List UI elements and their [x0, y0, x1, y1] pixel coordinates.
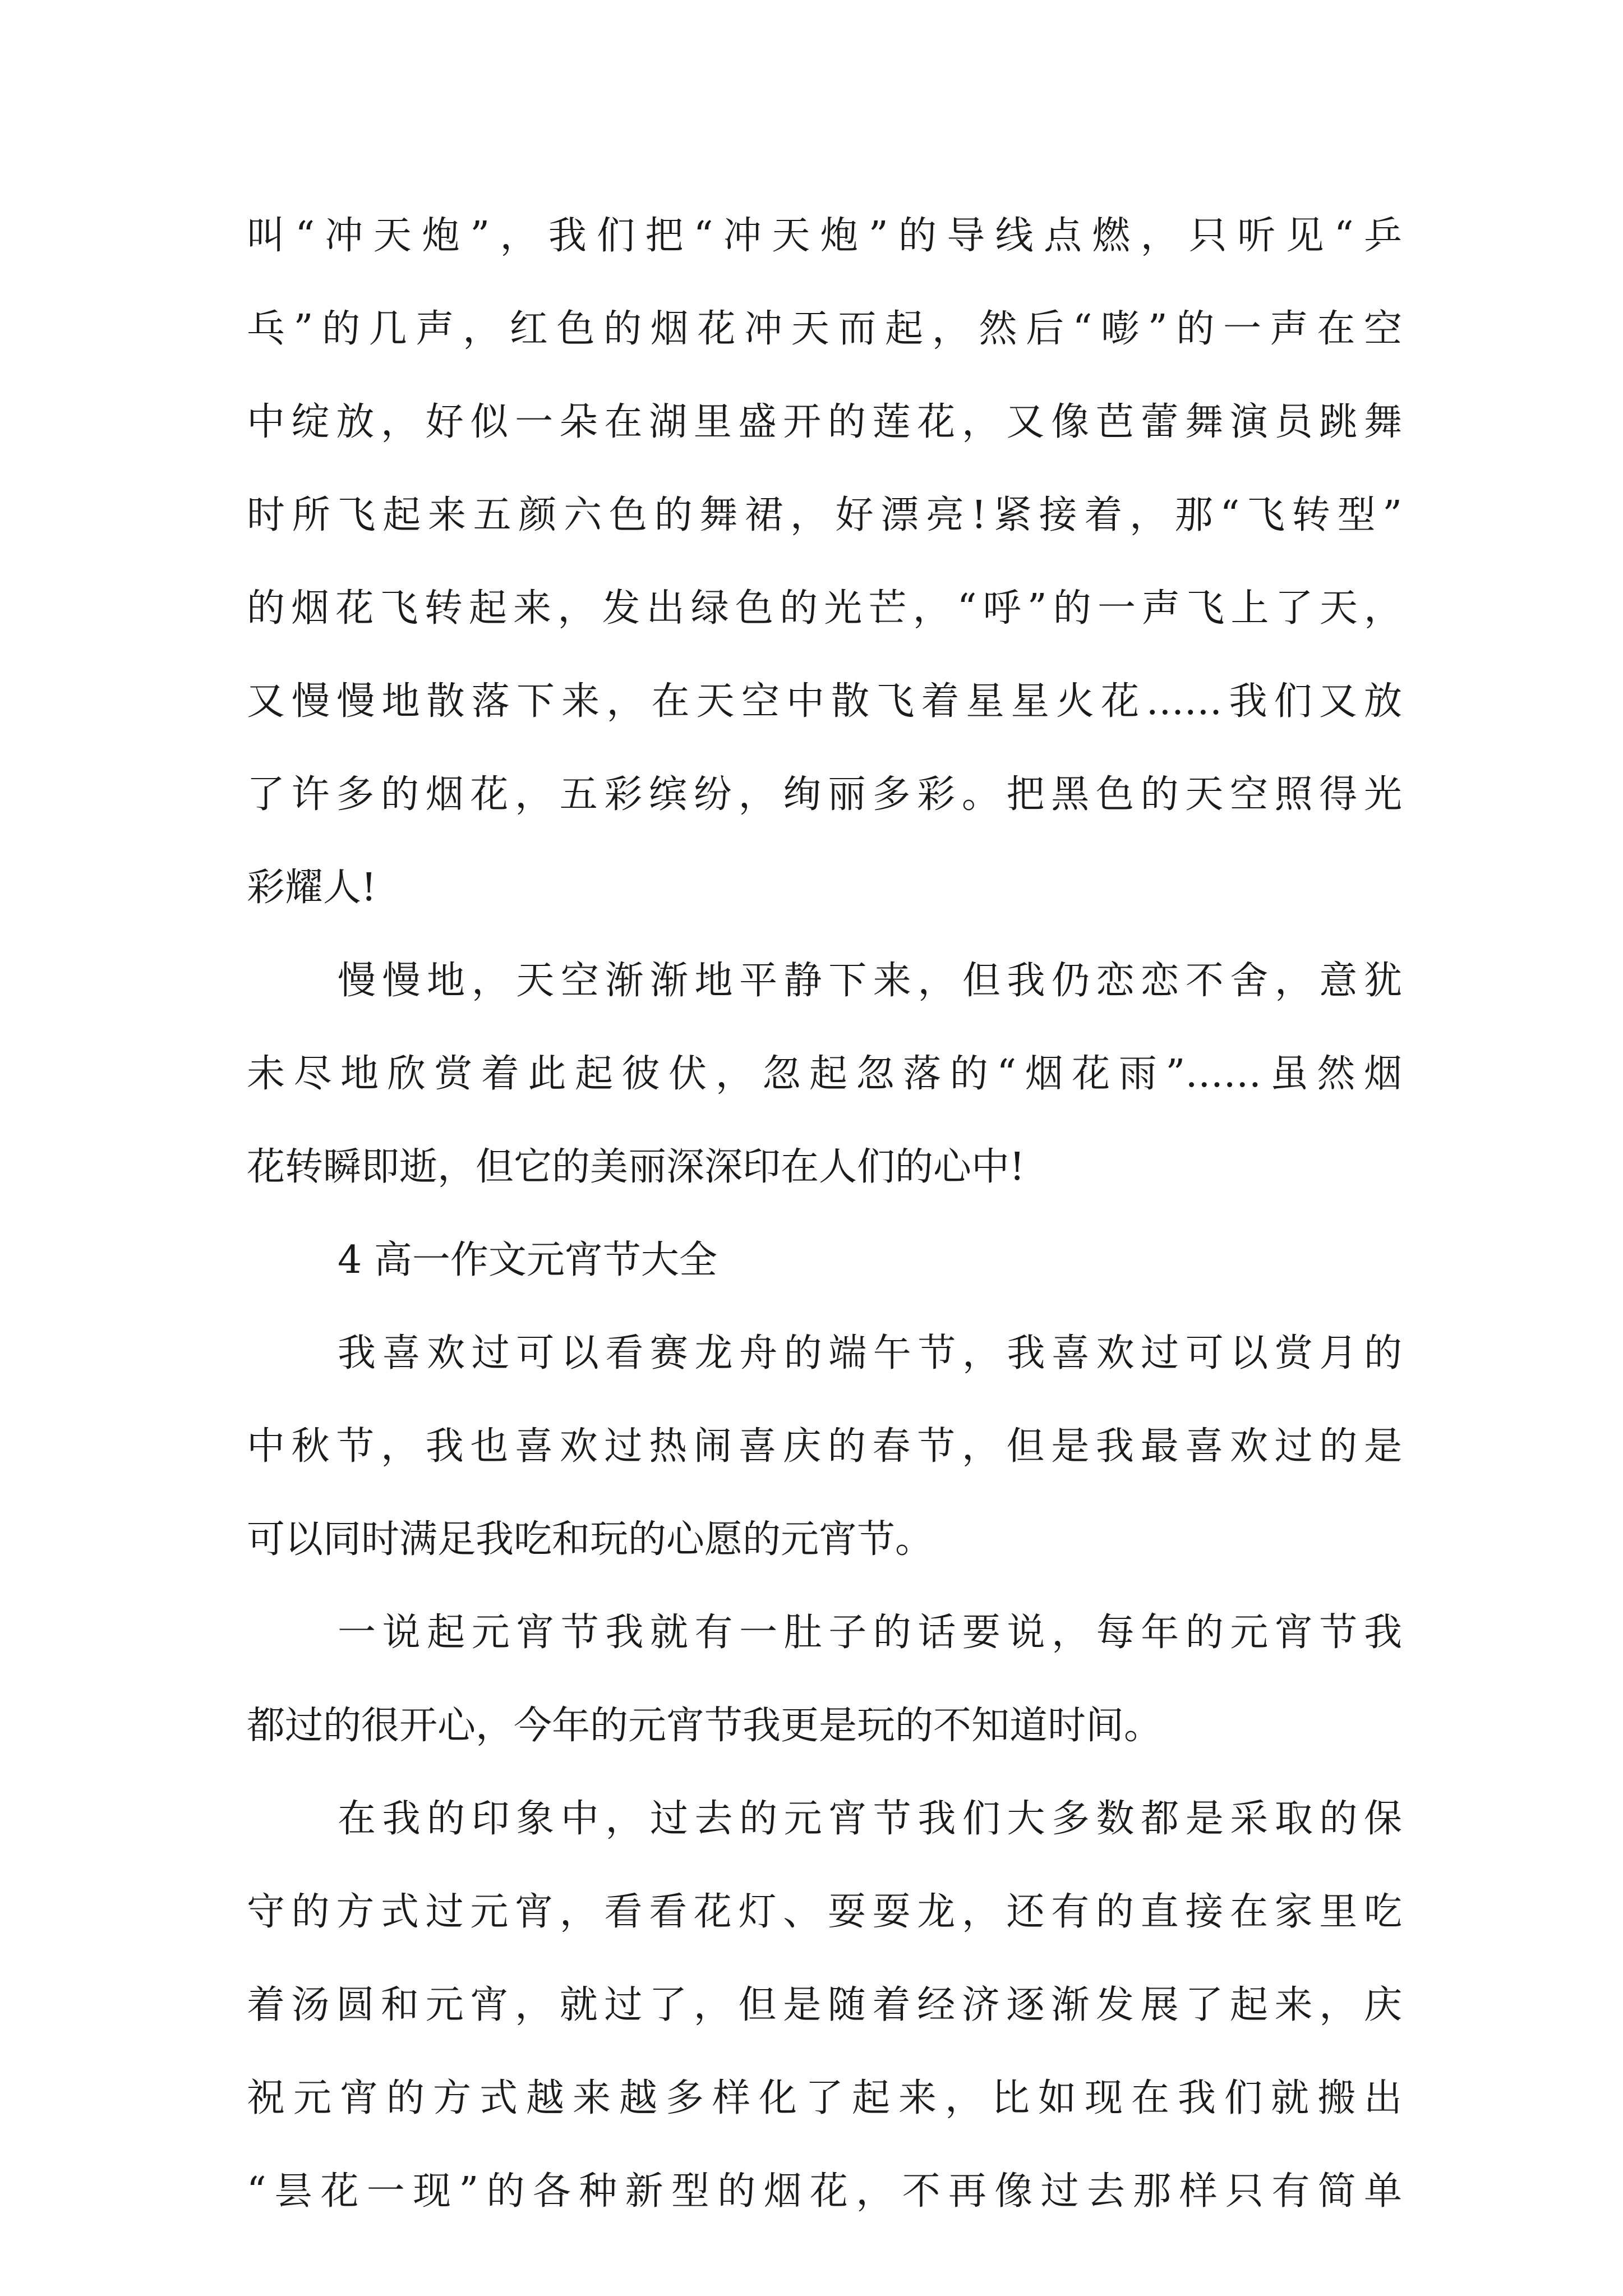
paragraph-line: 乓”的几声，红色的烟花冲天而起，然后“嘭”的一声在空 [247, 307, 1402, 351]
paragraph-line: 中绽放，好似一朵在湖里盛开的莲花，又像芭蕾舞演员跳舞 [247, 400, 1402, 444]
paragraph-line: 守的方式过元宵，看看花灯、耍耍龙，还有的直接在家里吃 [247, 1890, 1402, 1934]
paragraph-line: 叫“冲天炮”，我们把“冲天炮”的导线点燃，只听见“乒 [247, 214, 1402, 258]
paragraph-line: “昙花一现”的各种新型的烟花，不再像过去那样只有简单 [247, 2169, 1402, 2214]
paragraph-line: 着汤圆和元宵，就过了，但是随着经济逐渐发展了起来，庆 [247, 1983, 1402, 2027]
paragraph-line: 一说起元宵节我就有一肚子的话要说，每年的元宵节我 [338, 1611, 1402, 1655]
paragraph-line: 的烟花飞转起来，发出绿色的光芒，“呼”的一声飞上了天， [247, 586, 1402, 631]
paragraph-line: 慢慢地，天空渐渐地平静下来，但我仍恋恋不舍，意犹 [338, 959, 1402, 1003]
paragraph-line: 又慢慢地散落下来，在天空中散飞着星星火花……我们又放 [247, 679, 1402, 724]
paragraph-line: 花转瞬即逝，但它的美丽深深印在人们的心中! [247, 1145, 1025, 1189]
paragraph-line: 我喜欢过可以看赛龙舟的端午节，我喜欢过可以赏月的 [338, 1331, 1402, 1375]
paragraph-line: 了许多的烟花，五彩缤纷，绚丽多彩。把黑色的天空照得光 [247, 772, 1402, 817]
paragraph-line: 可以同时满足我吃和玩的心愿的元宵节。 [247, 1517, 934, 1562]
paragraph-line: 中秋节，我也喜欢过热闹喜庆的春节，但是我最喜欢过的是 [247, 1424, 1402, 1469]
paragraph-line: 祝元宵的方式越来越多样化了起来，比如现在我们就搬出 [247, 2076, 1402, 2120]
paragraph-line: 彩耀人! [247, 866, 377, 910]
paragraph-line: 在我的印象中，过去的元宵节我们大多数都是采取的保 [338, 1797, 1402, 1841]
paragraph-line: 都过的很开心，今年的元宵节我更是玩的不知道时间。 [247, 1704, 1163, 1748]
paragraph-line: 时所飞起来五颜六色的舞裙，好漂亮!紧接着，那“飞转型” [247, 493, 1402, 537]
paragraph-line: 未尽地欣赏着此起彼伏，忽起忽落的“烟花雨”……虽然烟 [247, 1052, 1402, 1096]
section-heading: 4 高一作文元宵节大全 [338, 1238, 717, 1282]
